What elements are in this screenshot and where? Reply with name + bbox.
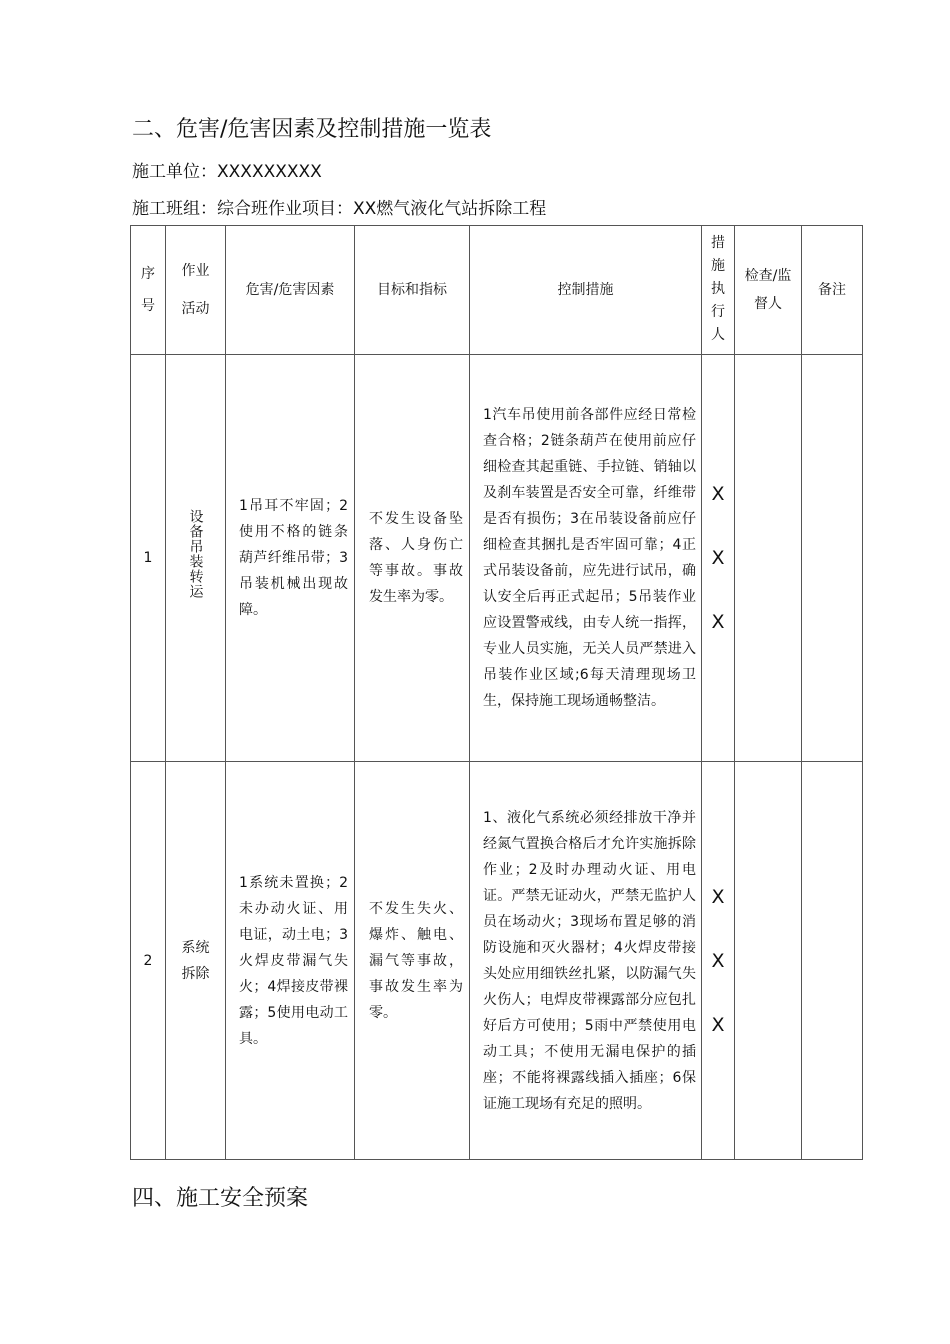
row-supervisor [735, 762, 802, 1160]
table-row [131, 762, 863, 1160]
header-executor: 措施执行人 [702, 226, 735, 355]
header-supervisor: 检查/监督人 [735, 226, 802, 355]
header-remark: 备注 [802, 226, 863, 355]
header-hazard: 危害/危害因素 [226, 226, 355, 355]
row-activity: 设备吊装转运 [166, 355, 226, 762]
row-executor [702, 355, 735, 762]
row-control: 1汽车吊使用前各部件应经日常检查合格；2链条葫芦在使用前应仔细检查其起重链、手拉链、销轴以及刹车装置是否安全可靠，纤维带是否有损伤；3在吊装设备前应仔细检查其捆扎是否牢固可靠；4正式吊装设备前，应先进行试吊，确认安全后再正式起吊；5吊装作业应设置警戒线，由专人统一指挥，专业人员实施，无关人员严禁进入吊装作业区域;6每天清理现场卫生，保持施工现场通畅整洁。 [470, 355, 702, 762]
section-title: 四、施工安全预案 [132, 1186, 309, 1211]
construction-team-line: 施工班组：综合班作业项目：XX燃气液化气站拆除工程 [132, 199, 547, 219]
row-remark [802, 355, 863, 762]
row-seq: 1 [131, 355, 166, 762]
executor-mark: X [711, 1013, 725, 1036]
table-row [131, 355, 863, 762]
header-control: 控制措施 [470, 226, 702, 355]
executor-mark: X [711, 547, 725, 569]
row-target: 不发生失火、爆炸、触电、漏气等事故，事故发生率为零。 [355, 762, 470, 1160]
executor-mark: X [711, 949, 725, 972]
row-hazard: 1吊耳不牢固；2使用不格的链条葫芦纤维吊带；3吊装机械出现故障。 [226, 355, 355, 762]
row-executor [702, 762, 735, 1160]
row-target: 不发生设备坠落、人身伤亡等事故。事故发生率为零。 [355, 355, 470, 762]
page-title: 二、危害/危害因素及控制措施一览表 [132, 117, 492, 142]
executor-mark: X [711, 885, 725, 908]
row-control: 1、液化气系统必须经排放干净并经氮气置换合格后才允许实施拆除作业；2及时办理动火证、用电证。严禁无证动火，严禁无监护人员在场动火；3现场布置足够的消防设施和灭火器材；4火焊皮带接头处应用细铁丝扎紧，以防漏气失火伤人；电焊皮带裸露部分应包扎好后方可使用；5雨中严禁使用电动工具；不使用无漏电保护的插座；不能将裸露线插入插座；6保证施工现场有充足的照明。 [470, 762, 702, 1160]
executor-mark: X [711, 483, 725, 505]
table-header-row [131, 226, 863, 355]
row-hazard: 1系统未置换；2未办动火证、用电证，动土电；3火焊皮带漏气失火；4焊接皮带裸露；5使用电动工具。 [226, 762, 355, 1160]
header-target: 目标和指标 [355, 226, 470, 355]
row-supervisor [735, 355, 802, 762]
header-activity: 作业活动 [166, 226, 226, 355]
row-remark [802, 762, 863, 1160]
row-activity: 系统拆除 [166, 762, 226, 1160]
construction-unit-line: 施工单位：XXXXXXXXX [132, 162, 322, 182]
executor-mark: X [711, 611, 725, 633]
header-seq: 序号 [131, 226, 166, 355]
row-seq: 2 [131, 762, 166, 1160]
hazard-control-table [130, 225, 863, 1160]
